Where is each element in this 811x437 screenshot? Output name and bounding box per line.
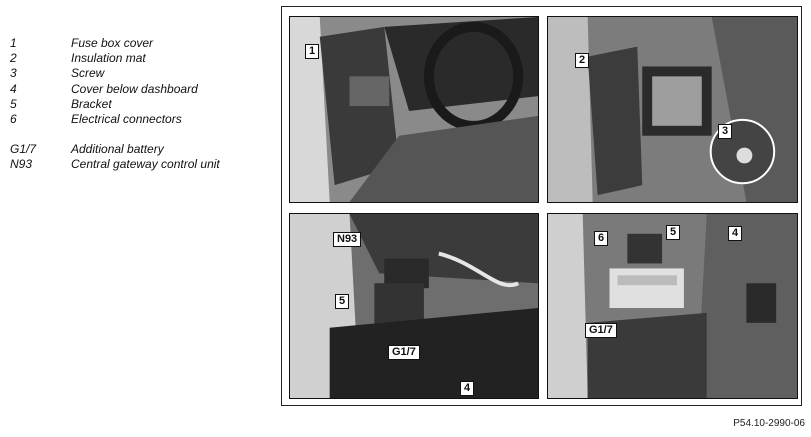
photo-insulation-mat-screw: [547, 16, 798, 203]
legend-desc: Central gateway control unit: [71, 157, 220, 172]
legend-desc: Additional battery: [71, 142, 164, 157]
photo-dashboard-fuse-cover: [289, 16, 539, 203]
legend-desc: Cover below dashboard: [71, 81, 198, 96]
legend-code: 1: [10, 36, 17, 50]
callout-label: 5: [666, 225, 680, 240]
photo-battery-connectors: [547, 213, 798, 399]
legend-desc: Screw: [71, 66, 105, 81]
legend-desc: Bracket: [71, 96, 112, 111]
callout-label: 1: [305, 44, 319, 59]
legend-code: 4: [10, 81, 17, 96]
callout-label: 5: [335, 294, 349, 309]
legend-desc: Fuse box cover: [71, 36, 154, 50]
callout-label: 6: [594, 231, 608, 246]
figure-frame: [281, 6, 802, 406]
figure-reference: P54.10-2990-06: [733, 418, 805, 429]
legend-code: 5: [10, 96, 17, 111]
callout-label: G1/7: [388, 345, 420, 360]
legend-desc: Electrical connectors: [71, 111, 182, 126]
legend-code: 6: [10, 111, 17, 126]
callout-label: 4: [728, 226, 742, 241]
legend-code: 2: [10, 51, 17, 66]
callout-label: N93: [333, 232, 361, 247]
legend-code: N93: [10, 157, 33, 172]
callout-label: G1/7: [585, 323, 617, 338]
callout-label: 2: [575, 53, 589, 68]
legend-desc: Insulation mat: [71, 51, 146, 66]
photo-gateway-battery-bracket: [289, 213, 539, 399]
legend-code: 3: [10, 66, 17, 81]
callout-label: 3: [718, 124, 732, 139]
callout-label: 4: [460, 381, 474, 396]
legend-code: G1/7: [10, 142, 37, 157]
